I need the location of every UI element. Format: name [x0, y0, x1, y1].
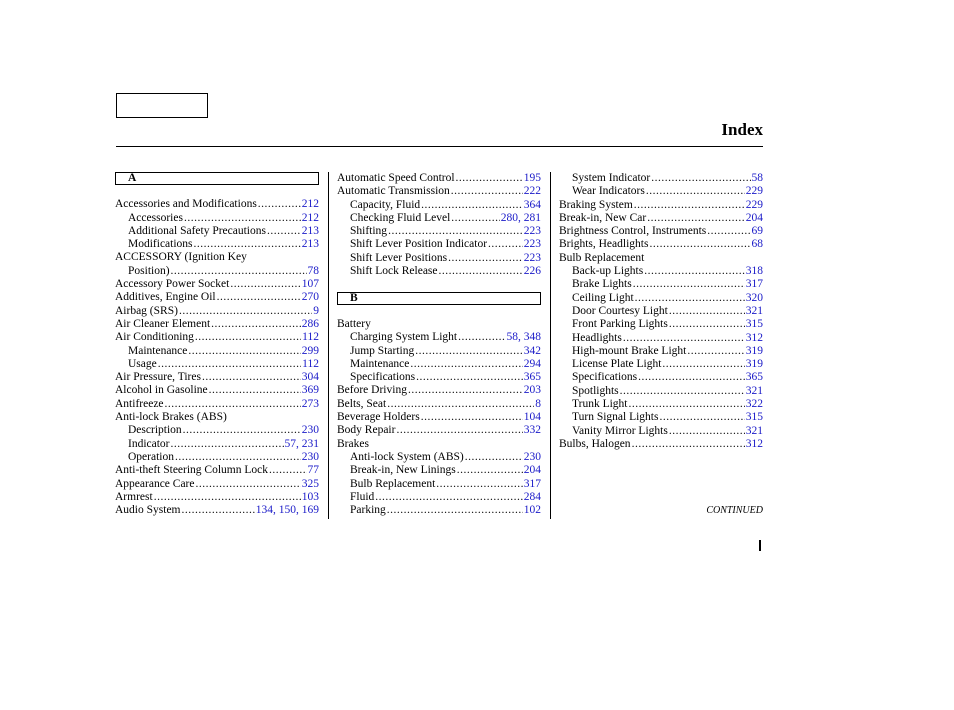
leader-dots	[415, 345, 523, 358]
index-subentry[interactable]	[337, 478, 541, 491]
index-subentry[interactable]	[337, 451, 541, 464]
leader-dots	[623, 332, 745, 345]
index-subentry[interactable]	[337, 199, 541, 212]
entry-label: Break-in, New Linings	[350, 464, 456, 477]
index-entry[interactable]	[337, 398, 541, 411]
index-entry[interactable]	[337, 172, 541, 185]
column-divider	[550, 172, 551, 519]
index-entry[interactable]	[115, 504, 319, 517]
leader-dots	[457, 464, 523, 477]
entry-label: Parking	[350, 504, 386, 517]
leader-dots	[451, 185, 523, 198]
page-reference-link[interactable]: 204	[523, 464, 541, 477]
leader-dots	[408, 384, 523, 397]
leader-dots	[448, 252, 523, 265]
leader-dots	[662, 358, 744, 371]
page-number-mark	[759, 540, 761, 551]
index-entry[interactable]	[115, 198, 319, 211]
entry-label: Additives, Engine Oil	[115, 291, 216, 304]
leader-dots	[421, 411, 523, 424]
leader-dots	[647, 212, 745, 225]
index-subentry[interactable]	[115, 345, 319, 358]
page-reference-link[interactable]: 195	[523, 172, 541, 184]
page-reference-link[interactable]: 107	[301, 278, 319, 291]
leader-dots	[649, 238, 750, 251]
index-subentry[interactable]	[337, 238, 541, 251]
leader-dots	[183, 424, 301, 437]
entry-label: Accessories and Modifications	[115, 198, 257, 211]
leader-dots	[638, 371, 745, 384]
index-entry[interactable]	[115, 491, 319, 504]
index-subentry[interactable]	[115, 358, 319, 371]
page-reference-link[interactable]: 321	[745, 424, 763, 437]
index-entry[interactable]	[115, 398, 319, 411]
entry-label: Before Driving	[337, 384, 407, 397]
entry-label: High-mount Brake Light	[572, 344, 687, 357]
header-rule	[116, 146, 763, 147]
page-reference-link[interactable]: 213	[301, 238, 319, 251]
page-reference-link[interactable]: 230	[523, 450, 541, 463]
entry-label: Shift Lever Positions	[350, 251, 448, 264]
index-subentry[interactable]	[115, 212, 319, 225]
leader-dots	[202, 371, 301, 384]
index-subentry[interactable]	[115, 438, 319, 451]
leader-dots	[421, 199, 523, 212]
leader-dots	[669, 305, 745, 318]
entry-label: Usage	[128, 357, 157, 370]
page-reference-link[interactable]: 69	[751, 225, 763, 238]
leader-dots	[396, 424, 522, 437]
index-subentry[interactable]	[559, 385, 763, 398]
leader-dots	[209, 384, 301, 397]
entry-label: Bulb Replacement	[559, 251, 645, 264]
entry-label: Anti-lock System (ABS)	[350, 450, 464, 463]
page-reference-link[interactable]: 284	[523, 490, 541, 503]
page-reference-link[interactable]: 212	[301, 211, 319, 224]
entry-label: Jump Starting	[350, 344, 415, 357]
index-entry[interactable]	[115, 305, 319, 318]
page-reference-link[interactable]: 317	[523, 477, 541, 490]
page-reference-link[interactable]: 230	[301, 424, 319, 437]
entry-label: License Plate Light	[572, 358, 662, 371]
leader-dots	[416, 371, 523, 384]
entry-label: Maintenance	[128, 344, 188, 357]
page-reference-link[interactable]: 319	[745, 358, 763, 371]
page-reference-link[interactable]: 212	[301, 198, 319, 211]
entry-label: System Indicator	[572, 172, 651, 184]
page-reference-link[interactable]: 134, 150, 169	[255, 504, 319, 517]
entry-label: Appearance Care	[115, 477, 195, 490]
index-entry[interactable]	[115, 384, 319, 397]
leader-dots	[175, 451, 301, 464]
page-reference-link[interactable]: 365	[745, 371, 763, 384]
index-entry[interactable]	[115, 331, 319, 344]
page-reference-link[interactable]: 318	[745, 265, 763, 278]
index-subentry[interactable]	[337, 212, 541, 225]
index-subentry[interactable]	[559, 318, 763, 331]
leader-dots	[387, 504, 523, 517]
leader-dots	[258, 198, 301, 211]
page-reference-link[interactable]: 58, 348	[506, 331, 541, 344]
entry-label: Checking Fluid Level	[350, 211, 451, 224]
index-subentry[interactable]	[115, 238, 319, 251]
page-reference-link[interactable]: 222	[523, 185, 541, 198]
leader-dots	[436, 478, 522, 491]
index-subentry[interactable]	[115, 424, 319, 437]
index-entry[interactable]	[559, 199, 763, 212]
entry-label: Wear Indicators	[572, 185, 645, 198]
section-tab-box	[116, 93, 208, 118]
leader-dots	[451, 212, 499, 225]
entry-label: Bulbs, Halogen	[559, 437, 631, 450]
index-subentry[interactable]	[337, 504, 541, 517]
index-subentry[interactable]	[559, 371, 763, 384]
page-reference-link[interactable]: 369	[301, 384, 319, 397]
entry-label: Anti-lock Brakes (ABS)	[115, 411, 227, 424]
entry-label: Door Courtesy Light	[572, 304, 668, 317]
entry-label: Brightness Control, Instruments	[559, 225, 707, 238]
index-subentry[interactable]	[337, 265, 541, 278]
page-reference-link[interactable]: 112	[302, 331, 319, 344]
entry-label: Brights, Headlights	[559, 238, 649, 251]
leader-dots	[620, 385, 745, 398]
index-entry[interactable]	[559, 212, 763, 225]
leader-dots	[635, 292, 745, 305]
index-entry	[559, 252, 763, 265]
index-entry[interactable]	[115, 291, 319, 304]
entry-label: Automatic Transmission	[337, 185, 450, 198]
entry-label: Air Cleaner Element	[115, 317, 211, 330]
entry-label: Front Parking Lights	[572, 318, 668, 331]
index-entry[interactable]	[559, 238, 763, 251]
entry-label: Brakes	[337, 437, 369, 450]
index-subentry[interactable]	[559, 358, 763, 371]
leader-dots	[669, 318, 745, 331]
page-reference-link[interactable]: 229	[745, 185, 763, 198]
entry-label: Beverage Holders	[337, 411, 420, 424]
entry-label: Description	[128, 424, 182, 437]
entry-label: Brake Lights	[572, 278, 632, 291]
entry-label: Audio System	[115, 504, 181, 517]
leader-dots	[195, 331, 301, 344]
page-reference-link[interactable]: 203	[523, 384, 541, 397]
index-entry[interactable]	[559, 438, 763, 451]
entry-label: Position)	[128, 264, 170, 277]
leader-dots	[179, 305, 312, 318]
leader-dots	[154, 491, 301, 504]
entry-label: Charging System Light	[350, 331, 458, 344]
entry-label: Air Pressure, Tires	[115, 371, 201, 384]
leader-dots	[651, 172, 750, 185]
page-reference-link[interactable]: 213	[301, 224, 319, 237]
continued-note: CONTINUED	[706, 505, 763, 516]
leader-dots	[194, 238, 301, 251]
index-subentry[interactable]	[337, 345, 541, 358]
leader-dots	[184, 212, 301, 225]
page-reference-link[interactable]: 294	[523, 357, 541, 370]
leader-dots	[375, 491, 522, 504]
index-entry[interactable]	[337, 424, 541, 437]
page-reference-link[interactable]: 8	[535, 397, 541, 410]
index-entry[interactable]	[115, 478, 319, 491]
page-reference-link[interactable]: 299	[301, 344, 319, 357]
page-reference-link[interactable]: 223	[523, 225, 541, 238]
page-reference-link[interactable]: 9	[313, 304, 319, 317]
entry-label: Indicator	[128, 437, 170, 450]
index-subentry[interactable]	[115, 451, 319, 464]
page-reference-link[interactable]: 312	[745, 437, 763, 450]
entry-label: Turn Signal Lights	[572, 411, 659, 424]
entry-label: Airbag (SRS)	[115, 304, 178, 317]
page-reference-link[interactable]: 273	[301, 397, 319, 410]
page-reference-link[interactable]: 223	[523, 251, 541, 264]
leader-dots	[165, 398, 301, 411]
page-reference-link[interactable]: 226	[523, 265, 541, 278]
column-divider	[328, 172, 329, 519]
entry-label: Headlights	[572, 331, 622, 344]
index-entry[interactable]	[337, 185, 541, 198]
entry-label: Body Repair	[337, 424, 396, 437]
page-reference-link[interactable]: 321	[745, 384, 763, 397]
leader-dots	[629, 398, 745, 411]
leader-dots	[388, 225, 523, 238]
leader-dots	[659, 411, 744, 424]
page-reference-link[interactable]: 315	[745, 318, 763, 331]
index-column-3	[559, 172, 763, 451]
page-reference-link[interactable]: 112	[302, 357, 319, 370]
index-subentry[interactable]	[337, 225, 541, 238]
entry-label: Trunk Light	[572, 398, 628, 411]
entry-label: Automatic Speed Control	[337, 172, 455, 184]
index-entry[interactable]	[337, 411, 541, 424]
leader-dots	[634, 199, 745, 212]
index-subentry[interactable]	[337, 371, 541, 384]
index-subentry[interactable]	[559, 265, 763, 278]
section-letter-heading: A	[115, 172, 319, 185]
leader-dots	[632, 438, 745, 451]
index-subentry[interactable]	[559, 345, 763, 358]
leader-dots	[410, 358, 522, 371]
index-subentry[interactable]	[559, 278, 763, 291]
entry-label: Braking System	[559, 198, 633, 211]
entry-label: ACCESSORY (Ignition Key	[115, 251, 247, 264]
entry-label: Accessory Power Socket	[115, 278, 230, 291]
index-subentry[interactable]	[337, 358, 541, 371]
page-reference-link[interactable]: 312	[745, 331, 763, 344]
page-reference-link[interactable]: 104	[523, 411, 541, 424]
leader-dots	[387, 398, 534, 411]
entry-label: Shifting	[350, 225, 388, 238]
page-reference-link[interactable]: 57, 231	[284, 437, 319, 450]
entry-label: Accessories	[128, 211, 183, 224]
index-entry	[337, 438, 541, 451]
leader-dots	[171, 438, 284, 451]
leader-dots	[488, 238, 523, 251]
page-reference-link[interactable]: 364	[523, 198, 541, 211]
entry-label: Anti-theft Steering Column Lock	[115, 464, 268, 477]
entry-label: Vanity Mirror Lights	[572, 424, 668, 437]
leader-dots	[196, 478, 301, 491]
entry-label: Belts, Seat	[337, 397, 387, 410]
entry-label: Alcohol in Gasoline	[115, 384, 208, 397]
index-subentry[interactable]	[559, 172, 763, 185]
index-subentry[interactable]	[337, 252, 541, 265]
leader-dots	[456, 172, 523, 185]
page-reference-link[interactable]: 319	[745, 344, 763, 357]
index-entry[interactable]	[115, 278, 319, 291]
leader-dots	[188, 345, 300, 358]
leader-dots	[707, 225, 750, 238]
entry-label: Break-in, New Car	[559, 211, 647, 224]
index-subentry[interactable]	[559, 425, 763, 438]
page-reference-link[interactable]: 325	[301, 477, 319, 490]
entry-label: Specifications	[572, 371, 638, 384]
leader-dots	[217, 291, 301, 304]
entry-label: Maintenance	[350, 357, 410, 370]
page-reference-link[interactable]: 322	[745, 398, 763, 411]
index-subentry[interactable]	[559, 292, 763, 305]
page-reference-link[interactable]: 365	[523, 371, 541, 384]
entry-label: Battery	[337, 317, 371, 330]
entry-label: Additional Safety Precautions	[128, 224, 266, 237]
page-title: Index	[721, 120, 763, 139]
section-letter-heading: B	[337, 292, 541, 305]
leader-dots	[439, 265, 523, 278]
entry-label: Ceiling Light	[572, 291, 634, 304]
page-reference-link[interactable]: 320	[745, 291, 763, 304]
index-subentry[interactable]	[115, 225, 319, 238]
index-subentry[interactable]	[559, 398, 763, 411]
index-entry[interactable]	[115, 371, 319, 384]
entry-label: Shift Lock Release	[350, 265, 438, 278]
leader-dots	[633, 278, 745, 291]
index-subentry[interactable]	[337, 331, 541, 344]
page-reference-link[interactable]: 103	[301, 490, 319, 503]
entry-label: Fluid	[350, 490, 375, 503]
page-reference-link[interactable]: 286	[301, 317, 319, 330]
index-column-2	[337, 172, 541, 517]
entry-label: Shift Lever Position Indicator	[350, 238, 488, 251]
page-reference-link[interactable]: 229	[745, 198, 763, 211]
index-subentry[interactable]	[559, 411, 763, 424]
leader-dots	[687, 345, 744, 358]
leader-dots	[230, 278, 300, 291]
page-reference-link[interactable]: 78	[307, 264, 319, 277]
index-entry[interactable]	[115, 464, 319, 477]
page-reference-link[interactable]: 58	[751, 172, 763, 184]
leader-dots	[646, 185, 745, 198]
index-entry	[115, 251, 319, 264]
entry-label: Antifreeze	[115, 397, 164, 410]
page-reference-link[interactable]: 102	[523, 504, 541, 517]
index-subentry[interactable]	[559, 185, 763, 198]
entry-label: Armrest	[115, 490, 153, 503]
leader-dots	[269, 464, 307, 477]
entry-label: Spotlights	[572, 384, 619, 397]
leader-dots	[211, 318, 301, 331]
leader-dots	[158, 358, 301, 371]
page-reference-link[interactable]: 230	[301, 450, 319, 463]
page-reference-link[interactable]: 332	[523, 424, 541, 437]
page-reference-link[interactable]: 321	[745, 304, 763, 317]
page-reference-link[interactable]: 77	[307, 464, 319, 477]
leader-dots	[669, 425, 745, 438]
page-reference-link[interactable]: 342	[523, 344, 541, 357]
entry-label: Specifications	[350, 371, 416, 384]
leader-dots	[644, 265, 745, 278]
page-reference-link[interactable]: 68	[751, 238, 763, 251]
page-reference-link[interactable]: 270	[301, 291, 319, 304]
entry-label: Bulb Replacement	[350, 477, 436, 490]
leader-dots	[465, 451, 523, 464]
entry-label: Modifications	[128, 238, 193, 251]
leader-dots	[267, 225, 301, 238]
index-entry	[337, 318, 541, 331]
page-reference-link[interactable]: 304	[301, 371, 319, 384]
page-reference-link[interactable]: 317	[745, 278, 763, 291]
index-subentry[interactable]	[559, 332, 763, 345]
index-subentry[interactable]	[559, 305, 763, 318]
leader-dots	[182, 504, 255, 517]
index-subentry[interactable]	[337, 464, 541, 477]
index-entry[interactable]	[559, 225, 763, 238]
index-entry[interactable]	[337, 384, 541, 397]
entry-label: Back-up Lights	[572, 265, 644, 278]
entry-label: Operation	[128, 450, 174, 463]
entry-label: Air Conditioning	[115, 331, 194, 344]
page-reference-link[interactable]: 223	[523, 238, 541, 251]
page-reference-link[interactable]: 280, 281	[500, 211, 541, 224]
entry-label: Capacity, Fluid	[350, 198, 421, 211]
page-reference-link[interactable]: 204	[745, 211, 763, 224]
index-entry[interactable]	[115, 318, 319, 331]
index-column-1	[115, 172, 319, 517]
index-subentry[interactable]	[337, 491, 541, 504]
page-reference-link[interactable]: 315	[745, 411, 763, 424]
index-subentry[interactable]	[115, 265, 319, 278]
leader-dots	[171, 265, 307, 278]
index-entry	[115, 411, 319, 424]
leader-dots	[458, 331, 505, 344]
